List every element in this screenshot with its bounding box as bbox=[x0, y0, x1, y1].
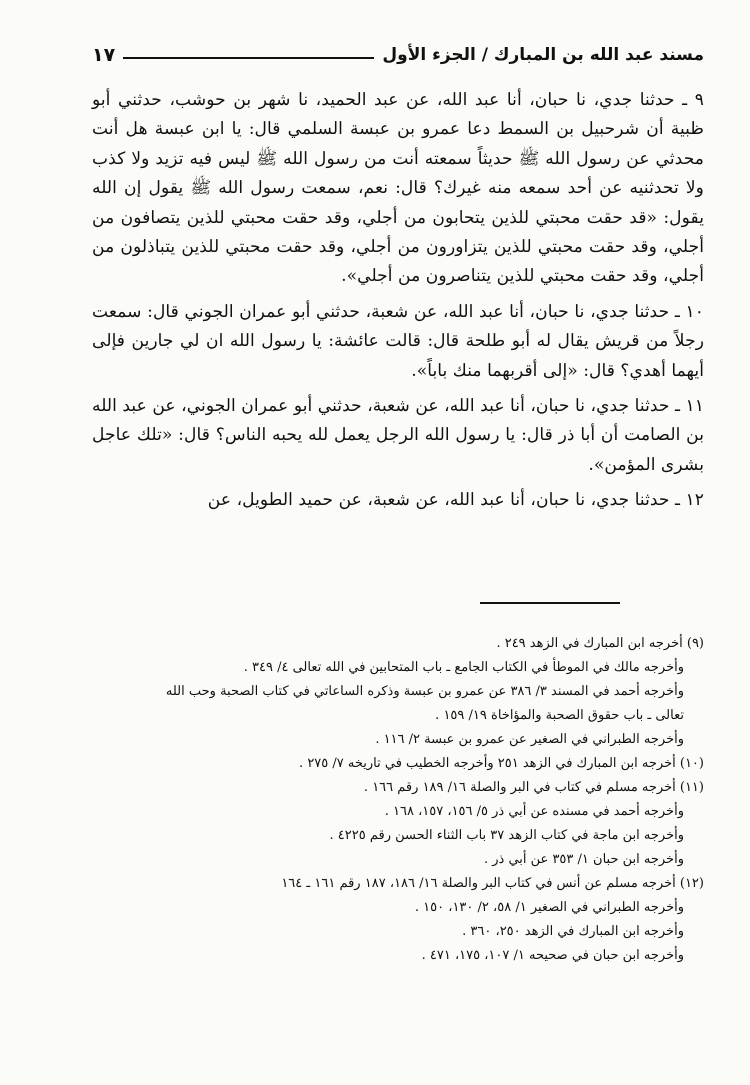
footnote-line: وأخرجه ابن المبارك في الزهد ٢٥٠، ٣٦٠ . bbox=[462, 924, 684, 939]
footnote-10 bbox=[92, 752, 704, 776]
footnote-line: وأخرجه الطبراني في الصغير عن عمرو بن عبسة ٢/ ١١٦ . bbox=[375, 732, 684, 747]
page-number: ١٧ bbox=[92, 44, 116, 66]
footnote-line: وأخرجه الطبراني في الصغير ١/ ٥٨، ٢/ ١٣٠، ١٥٠ . bbox=[414, 900, 684, 915]
footnote-12 bbox=[92, 872, 704, 968]
header-rule bbox=[123, 57, 374, 59]
footnote-line: وأخرجه مالك في الموطأ في الكتاب الجامع ـ باب المتحابين في الله تعالى ٤/ ٣٤٩ . bbox=[243, 660, 684, 675]
footnote-line: وأخرجه ابن حبان في صحيحه ١/ ١٠٧، ١٧٥، ٤٧١ . bbox=[421, 948, 684, 963]
footnote-9 bbox=[92, 632, 704, 752]
footnote-line: (١١) أخرجه مسلم في كتاب في البر والصلة ١٦/ ١٨٩ رقم ١٦٦ . bbox=[363, 780, 704, 795]
hadith-text bbox=[92, 86, 704, 522]
running-title: مسند عبد الله بن المبارك / الجزء الأول bbox=[382, 45, 704, 65]
footnote-line: (٩) أخرجه ابن المبارك في الزهد ٢٤٩ . bbox=[496, 636, 704, 651]
footnote-line: وأخرجه ابن ماجة في كتاب الزهد ٣٧ باب الثناء الحسن رقم ٤٢٢٥ . bbox=[329, 828, 684, 843]
footnote-line: (١٢) أخرجه مسلم عن أنس في كتاب البر والصلة ١٦/ ١٨٦، ١٨٧ رقم ١٦١ ـ ١٦٤ bbox=[281, 876, 704, 891]
footnote-line: وأخرجه ابن حبان ١/ ٣٥٣ عن أبي ذر . bbox=[483, 852, 684, 867]
hadith-paragraph-9: ٩ ـ حدثنا جدي، نا حبان، أنا عبد الله، عن عبد الحميد، نا شهر بن حوشب، حدثني أبو ظبية أن شرحبيل بن السمط دعا عمرو بن عبسة السلمي قال: يا ابن عبسة هل أنت محدثي عن رسول الله ﷺ حديثاً سمعته أنت من رسول الله ﷺ ليس فيه تزيد ولا كذب ولا تحدثنيه عن أحد سمعه منه غيرك؟ قال: نعم، سمعت رسول الله ﷺ يقول إن الله يقول: «قد حقت محبتي للذين يتحابون من أجلي، وقد حقت محبتي للذين يتصافون من أجلي، وقد حقت محبتي للذين يتزاورون من أجلي، وقد حقت محبتي للذين يتباذلون من أجلي، وقد حقت محبتي للذين يتناصرون من أجلي». bbox=[92, 90, 704, 287]
hadith-paragraph-12: ١٢ ـ حدثنا جدي، نا حبان، أنا عبد الله، عن شعبة، عن حميد الطويل، عن bbox=[207, 490, 704, 511]
footnote-11 bbox=[92, 776, 704, 872]
footnote-line: وأخرجه أحمد في مسنده عن أبي ذر ٥/ ١٥٦، ١٥٧، ١٦٨ . bbox=[384, 804, 684, 819]
footnote-line: تعالى ـ باب حقوق الصحبة والمؤاخاة ١٩/ ١٥٩ . bbox=[435, 708, 684, 723]
hadith-paragraph-11: ١١ ـ حدثنا جدي، نا حبان، أنا عبد الله، عن شعبة، حدثني أبو عمران الجوني، عن عبد الله بن الصامت أن أبا ذر قال: يا رسول الله الرجل يعمل لله يحبه الناس؟ قال: «تلك عاجل بشرى المؤمن». bbox=[92, 396, 704, 475]
running-header bbox=[92, 38, 704, 72]
footnotes bbox=[92, 632, 704, 968]
footnote-line: وأخرجه أحمد في المسند ٣/ ٣٨٦ عن عمرو بن عبسة وذكره الساعاتي في كتاب الصحبة وحب الله bbox=[165, 684, 684, 699]
footnote-separator bbox=[480, 602, 620, 604]
hadith-paragraph-10: ١٠ ـ حدثنا جدي، نا حبان، أنا عبد الله، عن شعبة، حدثني أبو عمران الجوني قال: سمعت رجلاً من قريش يقال له أبو طلحة قال: قالت عائشة: يا رسول الله ان لي جارين فإلى أيهما أهدي؟ قال: «إلى أقربهما منك باباً». bbox=[92, 301, 704, 381]
footnote-line: (١٠) أخرجه ابن المبارك في الزهد ٢٥١ وأخرجه الخطيب في تاريخه ٧/ ٢٧٥ . bbox=[299, 756, 704, 771]
